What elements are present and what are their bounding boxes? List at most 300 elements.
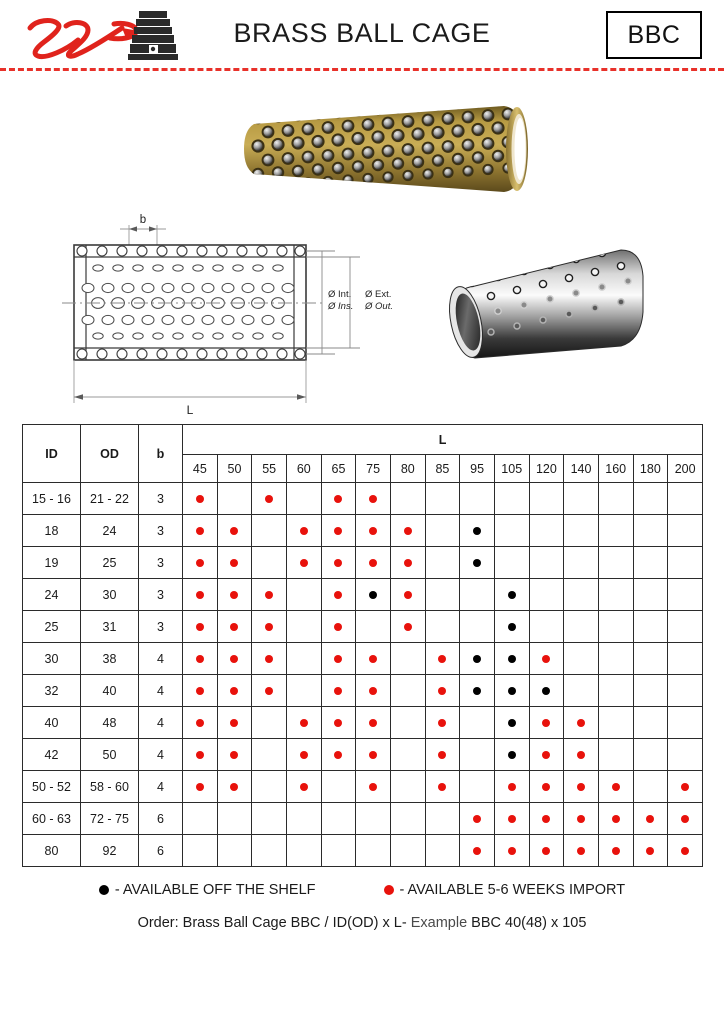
table-row [23,675,703,707]
cell-id: 60 - 63 [23,803,81,835]
cell-availability-marked [321,547,356,579]
dimension-label-ext: Ø Ext. [365,289,392,300]
availability-dot-import [300,751,308,759]
table-row [23,771,703,803]
cell-od: 25 [81,547,139,579]
cell-od: 30 [81,579,139,611]
dimension-label-L: L [186,403,194,417]
cell-od: 48 [81,707,139,739]
cell-availability-marked [460,547,495,579]
cell-availability-empty [529,579,564,611]
cell-availability-empty [529,483,564,515]
cell-id: 19 [23,547,81,579]
cell-availability-empty [217,803,252,835]
cage-3d-render [435,242,661,370]
cell-availability-empty [633,579,668,611]
cell-availability-marked [183,739,218,771]
cell-availability-empty [390,675,425,707]
cell-availability-marked [460,515,495,547]
availability-dot-import [508,815,516,823]
availability-dot-import [612,815,620,823]
column-header-length: 140 [564,455,599,483]
cell-availability-empty [598,643,633,675]
cell-availability-empty [633,771,668,803]
cell-availability-marked [460,643,495,675]
availability-dot-import [473,815,481,823]
availability-dot-import [404,559,412,567]
availability-dot-import [196,559,204,567]
dimension-label-b: b [139,214,147,226]
availability-dot-import [334,623,342,631]
cell-availability-empty [286,803,321,835]
cell-availability-marked [494,835,529,867]
column-header-length: 60 [286,455,321,483]
cell-id: 40 [23,707,81,739]
cell-availability-marked [564,739,599,771]
cell-availability-empty [425,835,460,867]
dimension-label-out: Ø Out. [365,301,393,312]
cell-availability-empty [217,835,252,867]
cell-availability-marked [217,739,252,771]
cell-b: 6 [139,835,183,867]
column-header-length: 75 [356,455,391,483]
availability-dot-import [612,783,620,791]
cell-availability-empty [286,611,321,643]
availability-dot-import [438,687,446,695]
cell-b: 3 [139,611,183,643]
cell-availability-empty [633,515,668,547]
cell-availability-empty [390,771,425,803]
cell-od: 58 - 60 [81,771,139,803]
availability-dot-import [646,815,654,823]
table-row [23,803,703,835]
cell-availability-empty [633,611,668,643]
availability-dot-import [196,655,204,663]
cell-availability-marked [529,675,564,707]
legend-item-import [384,882,626,898]
cell-b: 3 [139,483,183,515]
cell-id: 24 [23,579,81,611]
page-title: BRASS BALL CAGE [233,18,491,48]
column-header-length: 95 [460,455,495,483]
cell-availability-empty [668,579,703,611]
availability-dot-import [473,847,481,855]
availability-dot-import [230,559,238,567]
cell-availability-marked [217,515,252,547]
cell-availability-marked [425,643,460,675]
cell-availability-marked [356,771,391,803]
cell-availability-marked [390,611,425,643]
cell-availability-empty [633,483,668,515]
page-header [0,0,724,72]
table-row [23,739,703,771]
availability-dot-shelf [508,591,516,599]
dimension-label-ins: Ø Ins. [328,301,354,312]
cell-availability-marked [598,803,633,835]
cell-availability-marked [460,835,495,867]
cell-availability-marked [321,515,356,547]
cell-availability-marked [529,803,564,835]
availability-dot-import [230,783,238,791]
availability-dot-shelf [508,655,516,663]
availability-dot-shelf [473,527,481,535]
table-row [23,483,703,515]
cell-availability-empty [425,515,460,547]
cell-availability-empty [564,483,599,515]
cell-availability-marked [494,771,529,803]
cell-id: 32 [23,675,81,707]
table-row [23,643,703,675]
availability-dot-import [196,719,204,727]
cell-availability-empty [633,675,668,707]
cell-availability-empty [668,611,703,643]
cell-availability-empty [494,547,529,579]
availability-dot-import [542,655,550,663]
availability-dot-import [334,751,342,759]
table-row [23,611,703,643]
cell-availability-marked [286,515,321,547]
availability-dot-import [612,847,620,855]
cell-availability-marked [183,579,218,611]
availability-dot-shelf [508,751,516,759]
cell-availability-marked [252,675,287,707]
cell-availability-empty [460,579,495,611]
cell-availability-marked [183,547,218,579]
cell-availability-empty [356,611,391,643]
cell-b: 3 [139,547,183,579]
cell-availability-empty [390,803,425,835]
specification-table [22,424,703,867]
availability-legend [0,882,724,898]
cell-availability-empty [252,515,287,547]
cell-availability-marked [390,515,425,547]
cell-availability-empty [252,707,287,739]
cell-b: 4 [139,707,183,739]
cell-availability-empty [564,547,599,579]
column-header-L: L [183,425,703,455]
cell-availability-marked [633,803,668,835]
cell-availability-empty [286,835,321,867]
legend-item-shelf [99,882,316,898]
cell-availability-marked [564,803,599,835]
availability-dot-import [542,847,550,855]
availability-dot-import [196,495,204,503]
cell-availability-empty [633,547,668,579]
cell-availability-empty [286,675,321,707]
cell-availability-empty [390,739,425,771]
order-instruction [0,915,724,931]
cell-id: 50 - 52 [23,771,81,803]
availability-dot-import [681,847,689,855]
column-header-length: 180 [633,455,668,483]
cell-availability-empty [460,611,495,643]
cell-availability-empty [668,675,703,707]
availability-dot-import [577,847,585,855]
availability-dot-import [369,655,377,663]
cell-availability-marked [321,675,356,707]
cell-availability-marked [425,771,460,803]
cell-availability-marked [356,675,391,707]
availability-dot-import [369,527,377,535]
cell-availability-marked [321,579,356,611]
cell-availability-marked [321,643,356,675]
availability-dot-import [508,847,516,855]
availability-dot-import [196,687,204,695]
cell-availability-empty [460,739,495,771]
cell-od: 92 [81,835,139,867]
availability-dot-import [265,623,273,631]
availability-dot-import [334,687,342,695]
column-header-od: OD [81,425,139,483]
cell-availability-empty [252,739,287,771]
cell-availability-empty [286,643,321,675]
cell-b: 4 [139,739,183,771]
cell-availability-empty [633,643,668,675]
cell-availability-empty [598,611,633,643]
cell-availability-marked [252,611,287,643]
cell-availability-empty [321,835,356,867]
availability-dot-shelf [473,687,481,695]
availability-dot-import [369,783,377,791]
column-header-length: 105 [494,455,529,483]
cell-od: 38 [81,643,139,675]
cell-availability-empty [390,483,425,515]
header-divider [0,68,724,71]
cell-availability-empty [425,579,460,611]
cell-availability-marked [183,771,218,803]
cell-b: 3 [139,515,183,547]
cell-availability-marked [598,771,633,803]
availability-dot-import [542,783,550,791]
cell-availability-marked [356,707,391,739]
specification-table-wrapper [22,424,702,867]
cell-availability-marked [183,675,218,707]
cell-availability-marked [356,483,391,515]
cell-availability-marked [217,579,252,611]
availability-dot-import [196,783,204,791]
order-example-label: Example [410,915,468,931]
column-header-id: ID [23,425,81,483]
availability-dot-import [369,559,377,567]
availability-dot-shelf [473,559,481,567]
availability-dot-import [334,591,342,599]
cell-availability-marked [321,739,356,771]
cell-availability-empty [217,483,252,515]
cell-availability-marked [564,835,599,867]
product-code-box [606,11,702,59]
cell-availability-marked [494,579,529,611]
cell-availability-marked [217,675,252,707]
cell-od: 40 [81,675,139,707]
cell-availability-marked [321,707,356,739]
brass-cage-photo [236,88,546,208]
cell-availability-marked [494,707,529,739]
availability-dot-import [404,623,412,631]
cell-availability-marked [356,515,391,547]
availability-dot-import [334,655,342,663]
cell-availability-marked [183,707,218,739]
table-row [23,707,703,739]
cell-availability-marked [183,483,218,515]
cell-id: 18 [23,515,81,547]
cell-b: 4 [139,675,183,707]
availability-dot-import [369,687,377,695]
cell-availability-empty [564,675,599,707]
cell-availability-marked [356,547,391,579]
cell-availability-empty [564,643,599,675]
cell-availability-empty [598,547,633,579]
availability-dot-import [542,751,550,759]
cell-availability-empty [668,739,703,771]
availability-dot-import [646,847,654,855]
cell-od: 24 [81,515,139,547]
availability-dot-import [265,495,273,503]
availability-dot-import [300,783,308,791]
cell-id: 15 - 16 [23,483,81,515]
cell-availability-empty [668,483,703,515]
table-row [23,579,703,611]
table-row [23,515,703,547]
cell-availability-empty [321,803,356,835]
cell-availability-marked [529,643,564,675]
cell-availability-marked [633,835,668,867]
cell-availability-marked [494,803,529,835]
cell-availability-marked [286,771,321,803]
cell-availability-empty [252,547,287,579]
cell-availability-marked [529,707,564,739]
cell-availability-empty [356,835,391,867]
cell-availability-marked [598,835,633,867]
cell-b: 6 [139,803,183,835]
column-header-length: 85 [425,455,460,483]
availability-dot-import [196,591,204,599]
cell-id: 42 [23,739,81,771]
column-header-length: 50 [217,455,252,483]
availability-dot-import [196,623,204,631]
availability-dot-import [230,751,238,759]
availability-dot-import [577,719,585,727]
cell-availability-marked [356,739,391,771]
availability-dot-import [196,527,204,535]
availability-dot-shelf [473,655,481,663]
cell-availability-marked [564,707,599,739]
column-header-length: 120 [529,455,564,483]
cell-availability-marked [460,675,495,707]
cell-id: 80 [23,835,81,867]
availability-dot-shelf [508,623,516,631]
cell-availability-marked [668,771,703,803]
cell-availability-empty [460,707,495,739]
availability-dot-import [230,527,238,535]
red-dot-icon [384,885,394,895]
availability-dot-import [265,655,273,663]
cell-availability-empty [425,483,460,515]
cell-availability-marked [668,835,703,867]
cell-od: 50 [81,739,139,771]
cell-availability-empty [425,611,460,643]
dimension-label-int: Ø Int. [328,289,352,300]
availability-dot-import [542,719,550,727]
table-head [23,425,703,483]
cell-b: 4 [139,771,183,803]
cell-availability-empty [460,771,495,803]
cell-availability-empty [529,547,564,579]
cell-availability-empty [668,515,703,547]
cell-availability-empty [598,707,633,739]
column-header-length: 80 [390,455,425,483]
cell-availability-marked [529,739,564,771]
table-row [23,835,703,867]
cell-availability-empty [564,611,599,643]
cell-b: 4 [139,643,183,675]
availability-dot-import [230,687,238,695]
cell-availability-empty [668,707,703,739]
cell-availability-marked [321,611,356,643]
cell-availability-empty [494,515,529,547]
cell-id: 30 [23,643,81,675]
availability-dot-shelf [369,591,377,599]
cell-availability-marked [217,547,252,579]
availability-dot-import [577,783,585,791]
availability-dot-shelf [508,719,516,727]
table-row [23,547,703,579]
availability-dot-import [265,591,273,599]
cell-availability-marked [668,803,703,835]
cell-availability-empty [390,835,425,867]
cell-availability-empty [183,803,218,835]
column-header-length: 45 [183,455,218,483]
cell-availability-marked [494,611,529,643]
cell-availability-marked [390,579,425,611]
column-header-length: 160 [598,455,633,483]
cell-availability-marked [183,611,218,643]
availability-dot-import [230,655,238,663]
cell-availability-marked [494,675,529,707]
cell-availability-marked [390,547,425,579]
availability-dot-import [230,719,238,727]
cell-availability-marked [252,579,287,611]
cell-availability-marked [217,707,252,739]
cell-availability-empty [460,483,495,515]
availability-dot-import [369,495,377,503]
availability-dot-import [508,783,516,791]
availability-dot-import [438,719,446,727]
cell-availability-marked [494,739,529,771]
cell-availability-empty [633,739,668,771]
cell-availability-empty [529,515,564,547]
table-header-row-main [23,425,703,455]
order-prefix: Order: Brass Ball Cage BBC / ID(OD) x L- [137,915,407,931]
cell-availability-marked [286,707,321,739]
availability-dot-import [300,719,308,727]
cell-availability-marked [286,739,321,771]
column-header-length: 65 [321,455,356,483]
column-header-length: 200 [668,455,703,483]
cell-availability-marked [529,835,564,867]
availability-dot-import [438,655,446,663]
cell-availability-empty [425,803,460,835]
availability-dot-shelf [542,687,550,695]
availability-dot-import [577,815,585,823]
availability-dot-import [230,591,238,599]
cell-availability-empty [321,771,356,803]
column-header-b: b [139,425,183,483]
availability-dot-import [334,719,342,727]
cell-availability-empty [598,739,633,771]
cell-id: 25 [23,611,81,643]
cell-availability-empty [529,611,564,643]
cell-od: 72 - 75 [81,803,139,835]
